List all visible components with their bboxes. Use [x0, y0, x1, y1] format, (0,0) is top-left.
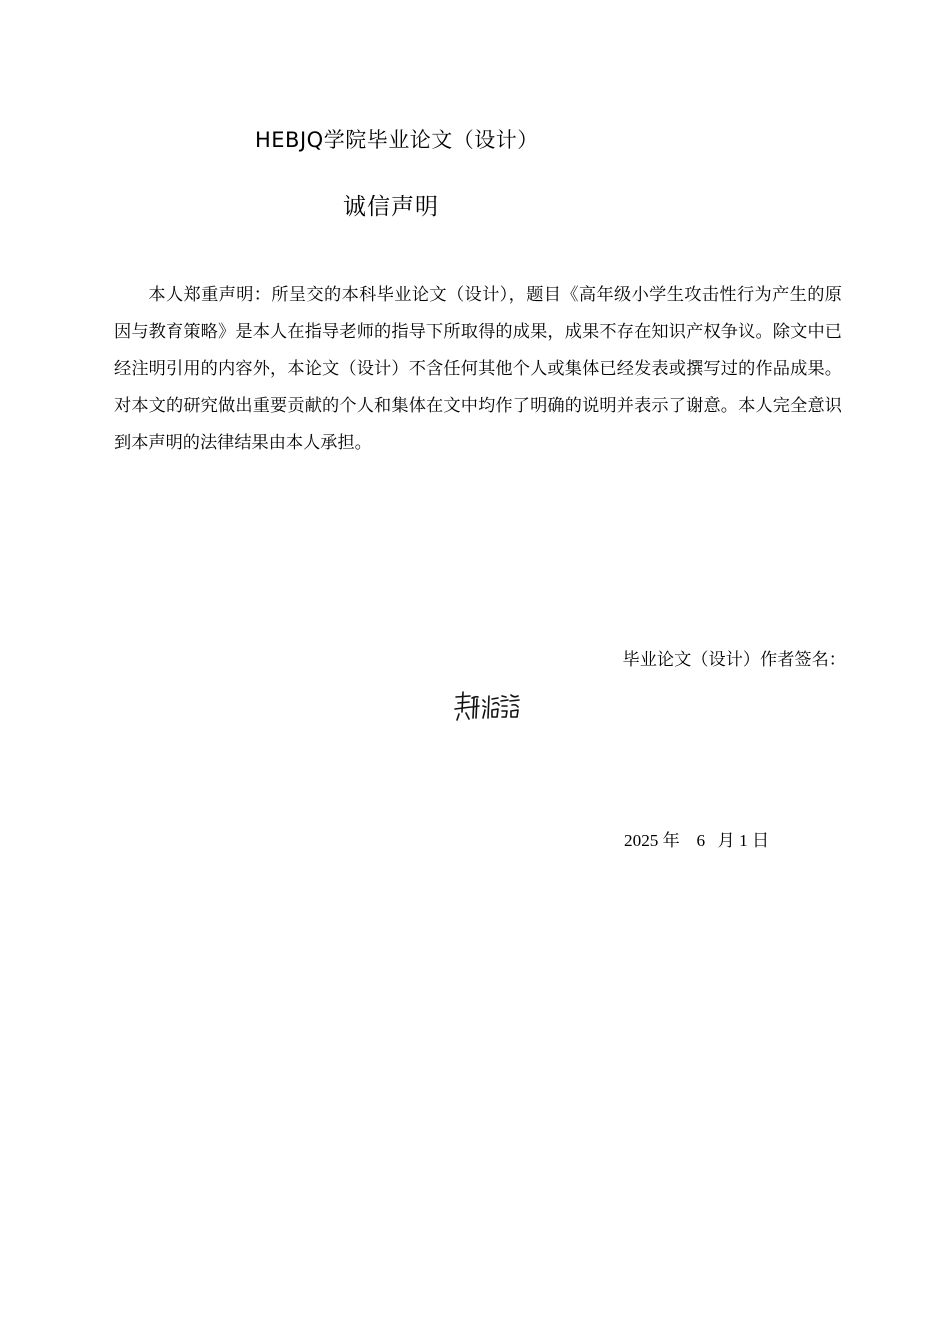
document-subtitle: 诚信声明 — [343, 194, 439, 220]
date-year: 2025 — [624, 831, 659, 850]
signature-label: 毕业论文（设计）作者签名： — [622, 650, 846, 669]
date-day: 1 — [739, 831, 748, 850]
handwritten-signature-icon — [452, 688, 522, 724]
signing-date — [624, 826, 769, 851]
date-month: 6 — [696, 831, 706, 850]
date-day-unit: 日 — [752, 831, 770, 850]
date-month-unit: 月 — [717, 831, 735, 850]
document-title: HEBJQ学院毕业论文（设计） — [255, 128, 539, 152]
declaration-paragraph: 本人郑重声明：所呈交的本科毕业论文（设计），题目《高年级小学生攻击性行为产生的原因与教育策略》是本人在指导老师的指导下所取得的成果，成果不存在知识产权争议。除文中已经注明引用的内容外，本论文（设计）不含任何其他个人或集体已经发表或撰写过的作品成果。对本文的研究做出重要贡献的个人和集体在文中均作了明确的说明并表示了谢意。本人完全意识到本声明的法律结果由本人承担。 — [114, 285, 842, 452]
date-year-unit: 年 — [662, 831, 680, 850]
